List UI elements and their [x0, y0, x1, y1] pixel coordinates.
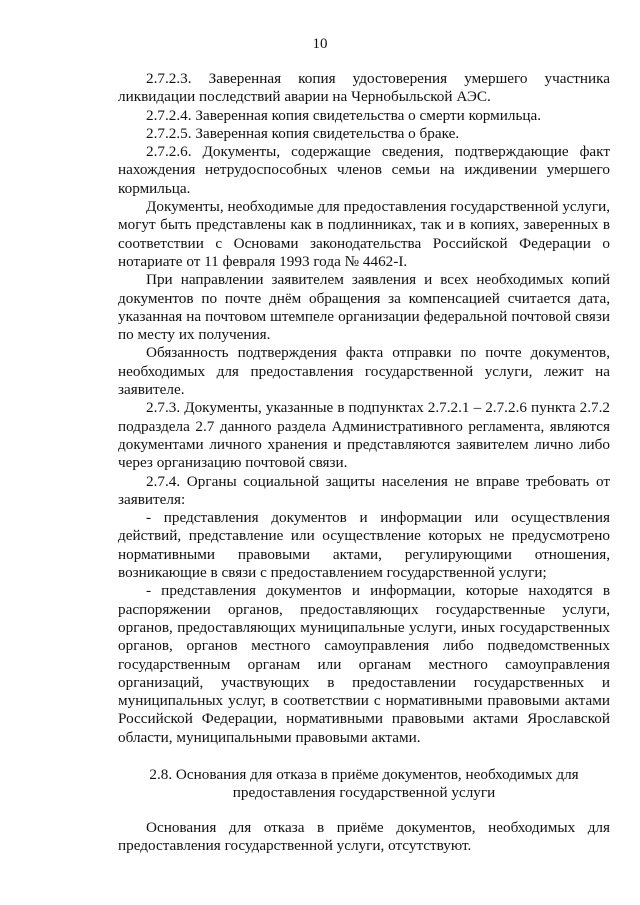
section-heading-2-8: 2.8. Основания для отказа в приёме документов, необходимых для предоставления государственной услуги [149, 765, 579, 802]
paragraph-2-7-2-6: 2.7.2.6. Документы, содержащие сведения, подтверждающие факт нахождения нетрудоспособных членов семьи на иждивении умершего кормильца. [118, 143, 610, 197]
page-number: 10 [312, 36, 328, 52]
paragraph-refusal-grounds: Основания для отказа в приёме документов, необходимых для предоставления государственной услуги, отсутствуют. [118, 818, 610, 854]
paragraph-proof-obligation: Обязанность подтверждения факта отправки по почте документов, необходимых для предоставления государственной услуги, лежит на заявителе. [118, 344, 610, 399]
paragraph-postal-date: При направлении заявителем заявления и всех необходимых копий документов по почте днём обращения за компенсацией считается дата, указанная на почтовом штемпеле организации федеральной почтовой связи по месту их получения. [118, 271, 610, 344]
paragraph-2-7-2-4: 2.7.2.4. Заверенная копия свидетельства о смерти кормильца. [146, 106, 542, 124]
paragraph-2-7-2-3: 2.7.2.3. Заверенная копия удостоверения умершего участника ликвидации последствий аварии на Чернобыльской АЭС. [118, 70, 610, 106]
list-item-documents: - представления документов и информации, которые находятся в распоряжении органов, предоставляющих государственные услуги, органов, предоставляющих муниципальные услуги, иных государственных органов, органов местного самоуправления либо подведомственных государственным органам или органам местного самоуправления организаций, участвующих в предоставлении государственных и муниципальных услуг, в соответствии с нормативными правовыми актами Российской Федерации, нормативными правовыми актами Ярославской области, муниципальными правовыми актами. [118, 582, 610, 746]
document-body [118, 70, 610, 855]
list-item-actions: - представления документов и информации или осуществления действий, представление или осуществление которых не предусмотрено нормативными правовыми актами, регулирующими отношения, возникающие в связи с предоставлением государственной услуги; [118, 509, 610, 582]
paragraph-documents-copies: Документы, необходимые для предоставления государственной услуги, могут быть представлены как в подлинниках, так и в копиях, заверенных в соответствии с Основами законодательства Российской Федерации о нотариате от 11 февраля 1993 года № 4462-I. [118, 198, 610, 270]
paragraph-2-7-2-5: 2.7.2.5. Заверенная копия свидетельства о браке. [146, 124, 460, 142]
paragraph-2-7-3: 2.7.3. Документы, указанные в подпунктах 2.7.2.1 – 2.7.2.6 пункта 2.7.2 подраздела 2.7 данного раздела Административного регламента, являются документами личного хранения и представляются заявителем лично либо через организацию почтовой связи. [118, 399, 610, 472]
paragraph-2-7-4: 2.7.4. Органы социальной защиты населения не вправе требовать от заявителя: [118, 472, 610, 508]
